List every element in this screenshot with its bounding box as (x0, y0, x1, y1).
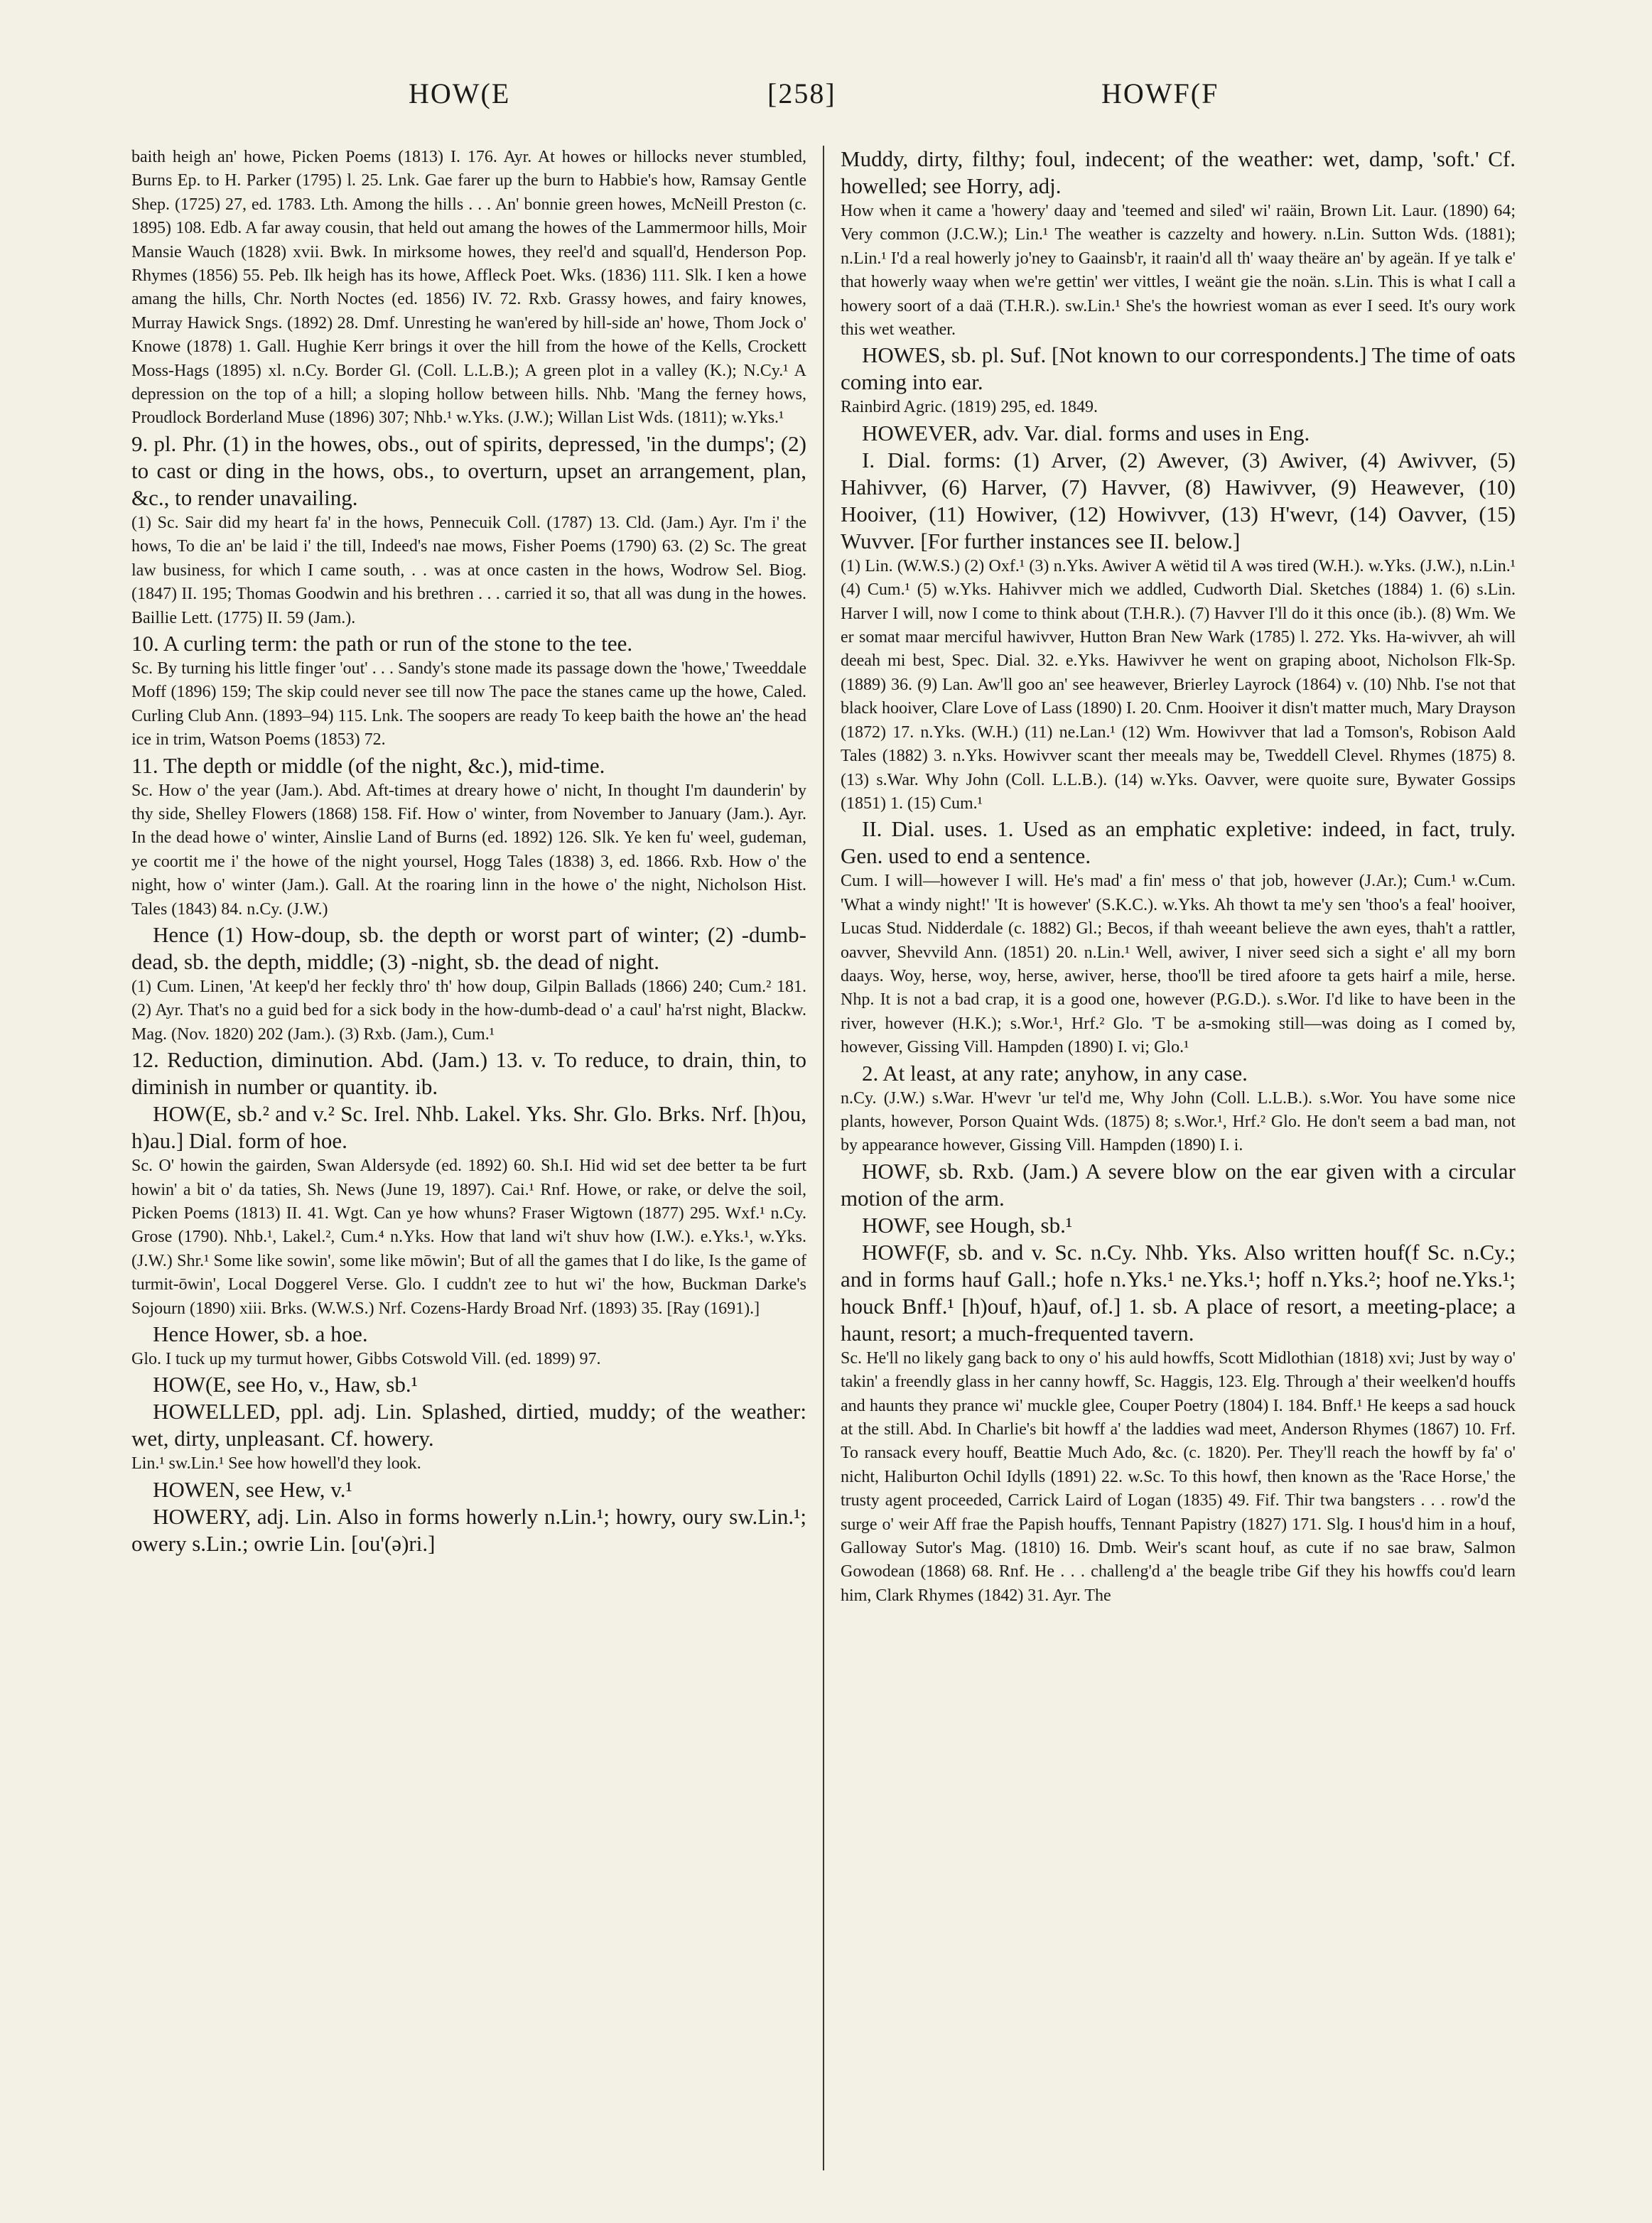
citation-paragraph: Sc. By turning his little finger 'out' . . . Sandy's stone made its passage down the 'howe,' Tweeddale Moff (1896) 159; The skip could never see till now The pace the stanes came up the howe, Caled. Curling Club Ann. (1893–94) 115. Lnk. The soopers are ready To keep baith the howe an' the head ice in trim, Watson Poems (1853) 72. (131, 659, 806, 750)
citation-paragraph: Sc. He'll no likely gang back to ony o' his auld howffs, Scott Midlothian (1818) xvi; Just by way o' takin' a freendly glass in her canny howff, Sc. Haggis, 123. Elg. Through a' their weelken'd houffs and haunts they prance wi' muckle glee, Couper Poetry (1804) I. 184. Bnff.¹ He keeps a sad houck at the still. Abd. In Charlie's bit howff a' the laddies wad meet, Anderson Rhymes (1867) 10. Frf. To ransack every houff, Beattie Much Ado, &c. (c. 1820). Per. They'll reach the howff by fa' o' nicht, Haliburton Ochil Idylls (1891) 22. w.Sc. To this howf, then known as the 'Race Horse,' the trusty agent proceeded, Carrick Laird of Logan (1835) 49. Fif. Thir twa bangsters . . . row'd the surge o' weir Aff frae the Papish houffs, Tennant Papistry (1827) 171. Slg. I hous'd him in a houf, Galloway Sutor's Mag. (1810) 16. Dmb. Weir's scant houf, as cute if no sae braw, Salmon Gowodean (1868) 68. Rnf. He . . . challeng'd a' the beagle tribe Gif they his howffs cou'd learn him, Clark Rhymes (1842) 31. Ayr. The (841, 1348, 1516, 1605)
citation-paragraph: Sc. O' howin the gairden, Swan Aldersyde (ed. 1892) 60. Sh.I. Hid wid set dee better ta be furt howin' a bit o' da taties, Sh. News (June 19, 1897). Cai.¹ Rnf. Howe, or rake, or delve the soil, Picken Poems (1813) II. 41. Wgt. Can ye how whuns? Fraser Wigtown (1877) 295. Wxf.¹ n.Cy. Grose (1790). Nhb.¹, Lakel.², Cum.⁴ n.Yks. How that land wi't shuv how (I.W.). e.Yks.¹, w.Yks. (J.W.) Shr.¹ Some like sowin', some like mōwin'; But of all the games that I do like, Is the game of turmit-ōwin', Local Doggerel Verse. Glo. I cuddn't zee to hut wi' the how, Buckman Darke's Sojourn (1890) xiii. Brks. (W.W.S.) Nrf. Cozens-Hardy Broad Nrf. (1893) 35. [Ray (1691).] (131, 1157, 806, 1318)
column-divider (823, 146, 824, 2170)
entry-paragraph: HOWEVER, adv. Var. dial. forms and uses in Eng. (862, 420, 1310, 445)
entry-paragraph: 10. A curling term: the path or run of the stone to the tee. (131, 630, 633, 656)
citation-paragraph: Cum. I will—however I will. He's mad' a fin' mess o' that job, however (J.Ar.); Cum.¹ w.Cum. 'What a windy night!' 'It is however' (S.K.C.). w.Yks. Ah thowt ta me'y sen 'thoo's a feal' hooiver, Lucas Stud. Nidderdale (c. 1882) Gl.; Becos, if thah weeant believe the awn eyes, thah't a rattler, oavver, Shevvild Ann. (1851) 20. n.Lin.¹ Well, awiver, I niver seed sich a sight e' all my born daays. Woy, herse, woy, herse, awiver, herse, thoo'll be tired afoore ta gets hairf a mile, herse. Nhp. It is not a bad crap, it is a good one, however (P.G.D.). s.Wor. I'd like to have been in the river, however (H.K.); s.Wor.¹, Hrf.² Glo. 'T be a-smoking still—was doing as I comed by, however, Gissing Vill. Hampden (1890) I. vi; Glo.¹ (841, 872, 1516, 1057)
entry-paragraph: HOWF(F, sb. and v. Sc. n.Cy. Nhb. Yks. Also written houf(f Sc. n.Cy.; and in forms hauf Gall.; hofe n.Yks.¹ ne.Yks.¹; hoff n.Yks.²; hoof ne.Yks.¹; houck Bnff.¹ [h)ouf, h)auf, of.] 1. sb. A place of resort, a meeting-place; a haunt, resort; a much-frequented tavern. (841, 1239, 1516, 1346)
citation-paragraph: Glo. I tuck up my turmut hower, Gibbs Cotswold Vill. (ed. 1899) 97. (131, 1350, 601, 1369)
entry-paragraph: HOWELLED, ppl. adj. Lin. Splashed, dirtied, muddy; of the weather: wet, dirty, unpleasant. Cf. howery. (131, 1399, 806, 1451)
entry-paragraph: 9. pl. Phr. (1) in the howes, obs., out of spirits, depressed, 'in the dumps'; (2) to cast or ding in the hows, obs., to overturn, upset an arrangement, plan, &c., to render unavailing. (131, 431, 806, 510)
running-head-left: HOW(E (409, 77, 511, 109)
citation-paragraph: Sc. How o' the year (Jam.). Abd. Aft-times at dreary howe o' nicht, In thought I'm daunderin' by thy side, Shelley Flowers (1868) 158. Fif. How o' winter, from November to January (Jam.). Ayr. In the dead howe o' winter, Ainslie Land of Burns (ed. 1892) 126. Slk. Ye ken fu' weel, gudeman, ye coortit me i' the howe of the night yoursel, Hogg Tales (1838) 3, ed. 1866. Rxb. How o' the night, how o' winter (Jam.). Gall. At the roaring linn in the howe o' the night, Nicholson Hist. Tales (1843) 84. n.Cy. (J.W.) (131, 781, 806, 919)
right-column (841, 146, 1516, 2192)
left-column (131, 146, 806, 2192)
running-head-right: HOWF(F (1101, 77, 1219, 109)
entry-paragraph: HOWERY, adj. Lin. Also in forms howerly n.Lin.¹; howry, oury sw.Lin.¹; owery s.Lin.; owrie Lin. [ou'(ə)ri.] (131, 1503, 806, 1556)
citation-paragraph: baith heigh an' howe, Picken Poems (1813) I. 176. Ayr. At howes or hillocks never stumbled, Burns Ep. to H. Parker (1795) l. 25. Lnk. Gae farer up the burn to Habbie's how, Ramsay Gentle Shep. (1725) 27, ed. 1783. Lth. Among the hills . . . An' bonnie green howes, McNeill Preston (c. 1895) 108. Edb. A far away cousin, that held out amang the howes of the Lammermoor hills, Moir Mansie Wauch (1828) xvii. Bwk. In mirksome howes, they reel'd and squall'd, Henderson Pop. Rhymes (1856) 55. Peb. Ilk heigh has its howe, Affleck Poet. Wks. (1836) 111. Slk. I ken a howe amang the hills, Chr. North Noctes (ed. 1856) IV. 72. Rxb. Grassy howes, and fairy knowes, Murray Hawick Sngs. (1892) 28. Dmf. Unresting he wan'ered by hill-side an' howe, Thom Jock o' Knowe (1878) 1. Gall. Hughie Kerr brings it over the hill from the howe of the Kells, Crockett Moss-Hags (1895) xl. n.Cy. Border Gl. (Coll. L.L.B.); A green plot in a valley (K.); N.Cy.¹ A depression on the top of a hill; a sloping hollow between hills. Nhb. 'Mang the ferney hows, Proudlock Borderland Muse (1896) 307; Nhb.¹ w.Yks. (J.W.); Willan List Wds. (1811); w.Yks.¹ (131, 148, 806, 428)
citation-paragraph: Rainbird Agric. (1819) 295, ed. 1849. (841, 398, 1098, 417)
entry-paragraph: II. Dial. uses. 1. Used as an emphatic expletive: indeed, in fact, truly. Gen. used to end a sentence. (841, 816, 1516, 869)
entry-paragraph: HOW(E, sb.² and v.² Sc. Irel. Nhb. Lakel. Yks. Shr. Glo. Brks. Nrf. [h)ou, h)au.] Dial. form of hoe. (131, 1101, 806, 1154)
citation-paragraph: How when it came a 'howery' daay and 'teemed and siled' wi' raäin, Brown Lit. Laur. (1890) 64; Very common (J.C.W.); Lin.¹ The weather is cazzelty and howery. n.Lin. Sutton Wds. (1881); n.Lin.¹ I'd a real howerly jo'ney to Gaainsb'r, it raain'd all th' waay theäre an' by ageän. If ye talk e' that howerly waay when we're gettin' wer vittles, I weänt gie the noän. s.Lin. This is what I call a howery soort of a daä (T.H.R.). sw.Lin.¹ She's the howriest woman as ever I seed. It's oury work this wet weather. (841, 202, 1516, 340)
entry-paragraph: I. Dial. forms: (1) Arver, (2) Awever, (3) Awiver, (4) Awivver, (5) Hahivver, (6) Harver, (7) Havver, (8) Hawivver, (9) Heawever, (10) Hooiver, (11) Howiver, (12) Howivver, (13) H'wevr, (14) Oavver, (15) Wuvver. [For further instances see II. below.] (841, 447, 1516, 553)
page-number: [258] (767, 77, 836, 109)
entry-paragraph: Hence Hower, sb. a hoe. (153, 1321, 368, 1347)
entry-paragraph: HOWF, sb. Rxb. (Jam.) A severe blow on the ear given with a circular motion of the arm. (841, 1158, 1516, 1211)
entry-paragraph: 11. The depth or middle (of the night, &c.), mid-time. (131, 752, 605, 778)
citation-paragraph: Lin.¹ sw.Lin.¹ See how howell'd they look. (131, 1454, 421, 1473)
entry-paragraph: HOWF, see Hough, sb.¹ (862, 1212, 1073, 1238)
citation-paragraph: (1) Cum. Linen, 'At keep'd her feckly thro' th' how doup, Gilpin Ballads (1866) 240; Cum.² 181. (2) Ayr. That's no a guid bed for a sick body in the how-dumb-dead o' a caul' ha'rst night, Blackw. Mag. (Nov. 1820) 202 (Jam.). (3) Rxb. (Jam.), Cum.¹ (131, 977, 806, 1044)
page-header (0, 77, 1652, 119)
citation-paragraph: (1) Lin. (W.W.S.) (2) Oxf.¹ (3) n.Yks. Awiver A wëtid til A wəs tired (W.H.). w.Yks. (J.W.), n.Lin.¹ (4) Cum.¹ (5) w.Yks. Hahivver mich we addled, Cudworth Dial. Sketches (1884) 1. (6) s.Lin. Harver I will, now I come to think about (T.H.R.). (7) Havver I'll do it this once (ib.). (8) Wm. We er somat maar merciful hawivver, Hutton Bran New Wark (1785) l. 272. Yks. Ha-wivver, ah will deeah mi best, Spec. Dial. 32. e.Yks. Hawivver he went on graping aboot, Nicholson Flk-Sp. (1889) 36. (9) Lan. Aw'll goo an' see heawever, Brierley Layrock (1864) v. (10) Nhb. I'se not that black hooiver, Clare Love of Lass (1890) I. 20. Cnm. Hooiver it disn't matter much, Mary Drayson (1872) 17. n.Yks. (W.H.) (11) ne.Lan.¹ (12) Wm. Howivver that lad a Tomson's, Robison Aald Tales (1882) 3. n.Yks. Howivver scant ther meeals may be, Tweddell Clevel. Rhymes (1875) 8. (13) s.War. Why John (Coll. L.L.B.). (14) w.Yks. Oavver, were quoite sure, Bywater Gossips (1851) 1. (15) Cum.¹ (841, 556, 1516, 813)
entry-paragraph: Hence (1) How-doup, sb. the depth or worst part of winter; (2) -dumb-dead, sb. the depth, middle; (3) -night, sb. the dead of night. (131, 921, 806, 974)
entry-paragraph: HOW(E, see Ho, v., Haw, sb.¹ (153, 1372, 418, 1397)
entry-paragraph: 12. Reduction, diminution. Abd. (Jam.) 13. v. To reduce, to drain, thin, to diminish in number or quantity. ib. (131, 1047, 806, 1100)
entry-paragraph: HOWEN, see Hew, v.¹ (153, 1476, 352, 1502)
entry-paragraph: Muddy, dirty, filthy; foul, indecent; of the weather: wet, damp, 'soft.' Cf. howelled; see Horry, adj. (841, 146, 1516, 198)
citation-paragraph: (1) Sc. Sair did my heart fa' in the hows, Pennecuik Coll. (1787) 13. Cld. (Jam.) Ayr. I'm i' the hows, To die an' be laid i' the till, Indeed's nae mows, Fisher Poems (1790) 63. (2) Sc. The great law business, for which I came south, . . was at once casten in the hows, Wodrow Sel. Biog. (1847) II. 195; Thomas Goodwin and his brethren . . . carried it so, that all was dung in the howes. Baillie Lett. (1775) II. 59 (Jam.). (131, 513, 806, 627)
citation-paragraph: n.Cy. (J.W.) s.War. H'wevr 'ur tel'd me, Why John (Coll. L.L.B.). s.Wor. You have some nice plants, however, Porson Quaint Wds. (1875) 8; s.Wor.¹, Hrf.² Glo. He don't seem a bad man, not by appearance however, Gissing Vill. Hampden (1890) I. i. (841, 1088, 1516, 1155)
entry-paragraph: HOWES, sb. pl. Suf. [Not known to our correspondents.] The time of oats coming into ear. (841, 342, 1516, 395)
entry-paragraph: 2. At least, at any rate; anyhow, in any case. (862, 1060, 1248, 1086)
